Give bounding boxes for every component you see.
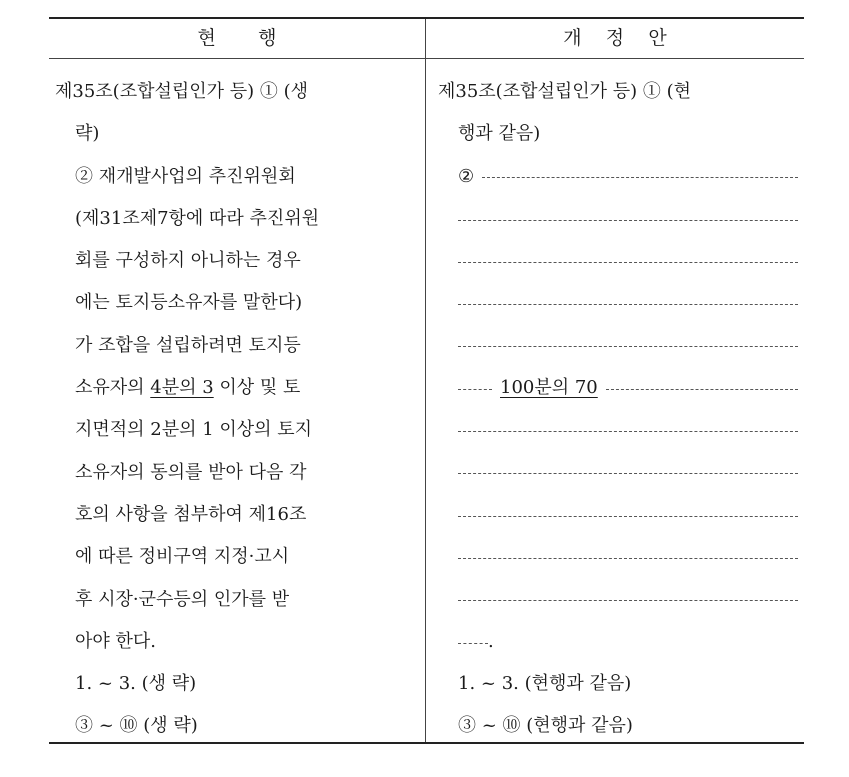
header-current: 현 행 [197, 27, 277, 49]
same-as-current-dashes [482, 177, 798, 178]
same-as-current-dashes [458, 431, 798, 432]
proposed-line-9 [438, 409, 798, 451]
current-line-15: 1. ~ 3. (생 략) [75, 673, 197, 695]
proposed-line-14: . [438, 621, 798, 663]
proposed-underlined-ratio: 100분의 70 [500, 377, 598, 399]
proposed-line-10 [438, 452, 798, 494]
current-line-3: ② 재개발사업의 추진위원회 [75, 165, 296, 187]
current-line-5: 회를 구성하지 아니하는 경우 [75, 250, 301, 272]
current-line-9: 지면적의 2분의 1 이상의 토지 [75, 419, 313, 441]
current-line-6: 에는 토지등소유자를 말한다) [75, 292, 303, 314]
current-line-10: 소유자의 동의를 받아 다음 각 [75, 461, 307, 483]
same-as-current-dashes [458, 473, 798, 474]
same-as-current-dashes [458, 516, 798, 517]
same-as-current-dashes [458, 304, 798, 305]
current-line-13: 후 시장·군수등의 인가를 받 [75, 588, 290, 610]
proposed-line-1: 제35조(조합설립인가 등) ① (현 [438, 81, 692, 102]
comparison-table [49, 17, 804, 744]
same-as-current-dashes [458, 262, 798, 263]
proposed-line-6 [438, 282, 798, 324]
proposed-line-12 [438, 536, 798, 578]
same-as-current-dashes [458, 643, 488, 644]
same-as-current-dashes [458, 389, 492, 390]
proposed-line-13 [438, 579, 798, 621]
current-line-4: (제31조제7항에 따라 추진위원 [75, 207, 320, 229]
current-line-1: 제35조(조합설립인가 등) ① (생 [55, 81, 309, 102]
current-line-14: 아야 한다. [75, 630, 156, 652]
proposed-line-11 [438, 494, 798, 536]
proposed-line-7 [438, 325, 798, 367]
current-underlined-ratio: 4분의 3 [150, 377, 214, 399]
current-column [55, 71, 417, 748]
current-line-8: 소유자의 4분의 3 이상 및 토 [55, 367, 417, 409]
proposed-line-15: 1. ~ 3. (현행과 같음) [458, 673, 632, 695]
proposed-line-5 [438, 240, 798, 282]
current-line-16: ③ ~ ⑩ (생 략) [75, 715, 198, 737]
proposed-column [438, 71, 798, 748]
current-line-12: 에 따른 정비구역 지정·고시 [75, 546, 290, 568]
same-as-current-dashes [458, 220, 798, 221]
same-as-current-dashes [458, 346, 798, 347]
header-proposed: 개 정 안 [563, 27, 667, 49]
column-divider [425, 19, 426, 742]
current-line-7: 가 조합을 설립하려면 토지등 [75, 334, 301, 356]
proposed-line-4 [438, 198, 798, 240]
current-line-11: 호의 사항을 첨부하여 제16조 [75, 503, 307, 525]
current-line-2: 략) [75, 123, 100, 145]
header-divider [49, 58, 804, 59]
proposed-line-8 [438, 367, 798, 409]
same-as-current-dashes [458, 600, 798, 601]
proposed-line-16: ③ ~ ⑩ (현행과 같음) [458, 715, 633, 737]
proposed-line-3: ② [438, 156, 798, 198]
same-as-current-dashes [458, 558, 798, 559]
proposed-line-2: 행과 같음) [458, 123, 541, 145]
same-as-current-dashes [606, 389, 798, 390]
